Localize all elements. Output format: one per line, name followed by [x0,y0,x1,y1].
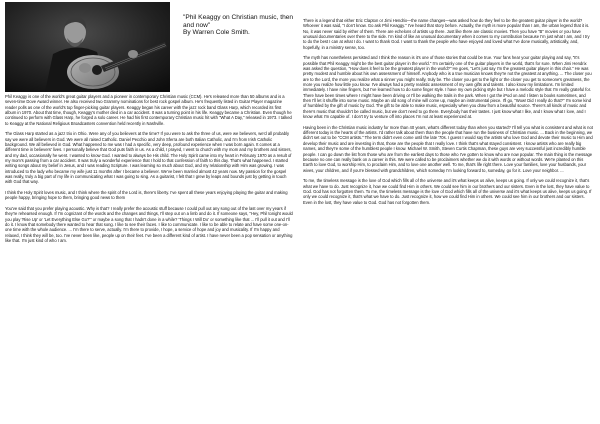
paragraph: The myth has nonetheless persisted and I think the reason is it's one of those stories that could be true. Your fans hear your guitar playing and say, "It's possible that Phil Keaggy might be the best guitar player in the world." I'm certainly one of the guitar players in the world, that's for sure. When Jimi Hendrix was asked the question, "How does it feel to be the greatest player in the world?" He goes, "Let's just say I'm the greatest guitar player in this chair." He was pretty modest and humble about his own assessment of himself. Anybody who is a true musician knows they're not the greatest at anything. ... The closer you are to the Lord, the more you realize what a sinner you might really, truly be. The closer you get to the light or the closer you get to someone's greatness, the more you realize how little you know. I've always had a pretty realistic assessment of my own gifts and talents. I also know my limitations. I'm limited immediately. I have nine fingers, but I've learned how to do some finger style. I have my own picking style but I have a melodic style that I'm really grateful for. There have been times where I might have been driving or I'll be walking the trails in the park. When I got the iPod on and I listen to books sometimes, and then I'll let it shuffle into some music. Maybe an old song of mine will come up, maybe an instrumental piece. I'll go, "Wow! Did I really do that?" I'm some kind of humbled by the gift of music by God. The gift to be able to make music, especially when you draw from a beautiful source. There's all kinds of music and there's music that shouldn't be called music, but we don't need to go there. Everybody has their tastes. I just know what I like, and I know what I love, and I know what I'm capable of. I don't try to venture off into places I'm not at least experienced at. [303,55,592,120]
article-title: "Phil Keaggy on Christian music, then and now" [183,14,294,29]
paragraph: I think the Holy Spirit loves music, and I think where the spirit of the Lord is, there's liberty. I've spent all these years enjoying playing the guitar and making people happy, bringing hope to them, bringing good news to them [5,190,288,201]
guitarist-photo [5,2,170,92]
paragraph: Phil Keaggy is one of the world's great guitar players and a pioneer in contemporary Christian music (CCM). He's released more than 50 albums and is a seven-time Dove Award winner. He also received two Grammy nominations for best rock gospel album. He's frequently listed in Guitar Player magazine reader polls as one of the world's top finger-picking guitar players. Keaggy began his career with the jazz rock band Glass Harp, which recorded its first album in 1970. About that time, though, Keaggy's mother died in a car accident. It was a turning point in his life. Keaggy became a Christian. Even though he continued to perform with Glass Harp, he forged a solo career. He had his first contemporary Christian music hit with "What A Day," released in 1973. I talked to Keaggy at the National Religious Broadcasters convention held recently in Nashville. [5,94,292,126]
guitarist-photo-icon [5,2,170,92]
paragraph: You've said that you prefer playing acoustic. Why is that? I really prefer the acoustic stuff because I could pull out any song out of the last over my years if they're rehearsed enough. If I'm cognizant of the words and the changes and things, I'll step out on a limb and do it. If someone says, "Hey, Phil tonight would you play 'Rise Up' or 'Let Everything Else Go?'" or maybe a song that I hadn't done in a while? 'Things I Will Do' or something like that ... I'll pull it out and I'll do it. I know that somebody there wanted to hear that song. I like to see their faces. I like to communicate. I like to be able to relate and have some one-on-one time with the whole audience. ... I'm there to serve, actually. I'm there to provide, I hope, a service of hope and joy and musicality. If I'm happy and relaxed, I think they will be, too. I've never been like, people up on their feet. I've been a different kind of artist. I have never been a pop sensation or anything like that. I'm just kind of who I am. [5,206,293,244]
paragraph: The Glass Harp started as a jazz trio in Ohio. Were any of you believers at the time? If you were to ask the three of us, were we believers, we'd all probably say we were all believers in God. We were all raised Catholic. Daniel Pecchio and John Sferra are both Italian Catholic, and I'm from Irish Catholic background. We all believed in God. What happened to me was I had a specific, very deep, profound experience when I was born again. It comes at a different time in believers' lives. I personally believe that God puts faith in us. As a child, I prayed, I went to church with my mom and my brothers and sisters, and my dad, occasionally he went. I wanted to know God. I wanted to always be His child. The Holy Spirit came into my heart in February 1970 as a result of my mom's passing from a car accident. It was truly a wonderful experience that I hold to that confession of faith to this day. That's what happened. I started writing songs about my belief in Jesus, and I was reading Scripture. I was learning so much about God, and my relationship with Him was growing. I was introduced to the lady who became my wife just 11 months after I became a believer. We've been married almost 42 years now. My passion for the gospel was really, truly a big part of my life in communicating what I was going to sing. As a guitarist, I felt that I grew by leaps and bounds just by getting in touch with God that way. [5,131,292,185]
paragraph: Having been in the Christian music industry for more than 40 years, what's different today than when you started? I'll tell you what is consistent and what is not different today is the hearts of the artists. I'd rather talk about them than the people that have run the business of Christian music. ... Back in the beginning, we didn't set out to be "CCM artists." The term didn't even come until the late '70s. I guess I would say the artists who love God and devote their music to Him and develop their music and are investing in that, those are the people that I really love. I think that's what stayed consistent. I know artists who are really big names, and they're some of the humblest people I know. Michael W. Smith, Steven Curtis Chapman, these guys are very successful just incredibly humble people. I can go down the list from those who are from the earliest days to those who I've gotten to know who are now popular. The main thing is the message because no one can really bank on a career in this. We were called to be proclaimers whether we do it with words or without words. We're planted on this Earth to love God, to worship Him, to proclaim Him, and to love one another well. To me, that's life right there. Love your families, love your husbands, your wives, your children, and if you're blessed with grandchildren, which someday I'm looking forward to, someday, go for it. Love your neighbor. ... [303,124,593,173]
paragraph: To me, the timeless message is the love of God which fills all of the universe and it's what keeps us alive, keeps us going. If only we could recognize it, that's what we have to do. Just recognize it, how we could find Him in others. We could see him in our brothers and our sisters. Even in the lost, they have value to God. God has not forgotten them. To me, the timeless message is the love of God which fills all of the universe and it's what keeps us alive, keeps us going. If only we could recognize it, that's what we have to do. Just recognize it, how we could find Him in others. We could see him in our brothers and our sisters. Even in the lost, they have value to God. God has not forgotten them. [303,178,592,205]
left-column [5,94,293,249]
article-title-block [183,14,295,37]
paragraph: There is a legend that either Eric Clapton or Jimi Hendrix—the name changes—was asked how do they feel to be the greatest guitar player in the world? Whoever it was said, "I don't know. Go ask Phil Keaggy." I've heard that story before. Actually, the myth is more popular than I am, the urban legend that it is. No, it was never said by either of them. There are echelons of artists up there. Just like there are classic movies. Then you have "B" movies or you have unusual documentaries over there to the side. I'm kind of like an unusual documentary when it comes to my contribution because I'm just what I am, and I try to do the best I can at what I do. I want to thank God. I want to thank the people who have enjoyed and loved what I've done musically, artistically, and, hopefully, in a ministry sense, too. [303,18,590,50]
article-byline: By Warren Cole Smith. [183,29,250,37]
right-column [303,18,593,210]
